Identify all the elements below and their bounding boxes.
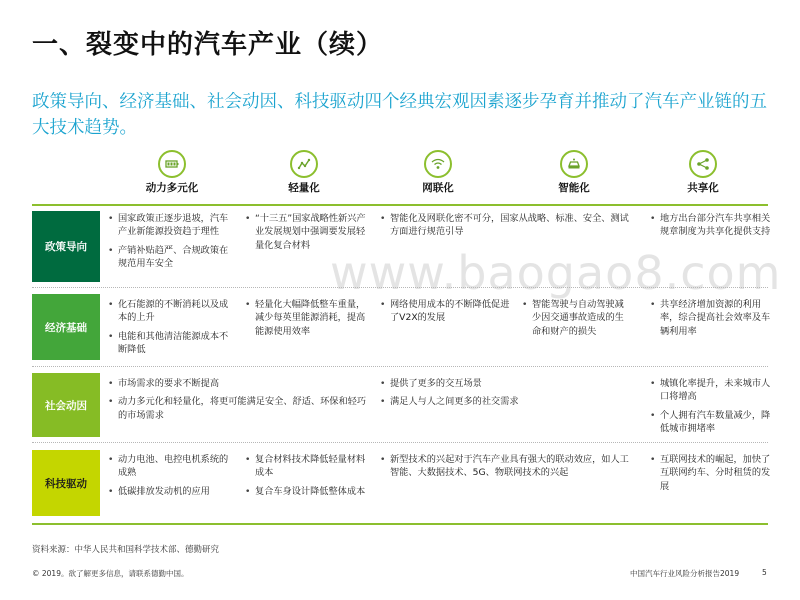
column-header: 动力多元化 — [145, 182, 199, 194]
list-item: • 共享经济增加资源的利用率，综合提高社会效率及车辆利用率 — [650, 298, 772, 338]
row-label-society: 社会动因 — [32, 373, 100, 437]
table-cell — [108, 453, 234, 503]
list-item: • 地方出台部分汽车共享相关规章制度为共享化提供支持 — [650, 212, 772, 239]
table-cell — [108, 298, 234, 361]
list-item: • 市场需求的要求不断提高 — [108, 377, 370, 390]
table-cell — [380, 212, 630, 244]
row-divider — [32, 442, 768, 443]
column-header: 共享化 — [687, 182, 719, 194]
row-label-technology: 科技驱动 — [32, 450, 100, 516]
source-note: 资料来源：中华人民共和国科学技术部、德勤研究 — [32, 545, 220, 555]
list-item: • 轻量化大幅降低整车重量，减少每英里能源消耗，提高能源使用效率 — [245, 298, 373, 338]
table-cell — [380, 298, 510, 330]
list-item: • 互联网技术的崛起，加快了互联网约车、分时租赁的发展 — [650, 453, 772, 493]
table-cell — [380, 377, 630, 414]
table-cell — [108, 377, 370, 427]
share-icon — [689, 150, 717, 178]
table-cell — [245, 298, 373, 343]
list-item: • 智能驾驶与自动驾驶减少因交通事故造成的生命和财产的损失 — [522, 298, 632, 338]
list-item: • 国家政策正逐步退坡，汽车产业新能源投资趋于理性 — [108, 212, 234, 239]
table-cell — [522, 298, 632, 343]
list-item: • 网络使用成本的不断降低促进了V2X的发展 — [380, 298, 510, 325]
list-item: • 低碳排放发动机的应用 — [108, 485, 234, 498]
battery-icon — [158, 150, 186, 178]
list-item: • 智能化及网联化密不可分，国家从战略、标准、安全、测试方面进行规范引导 — [380, 212, 630, 239]
list-item: • 个人拥有汽车数量减少，降低城市拥堵率 — [650, 409, 772, 436]
row-label-economy: 经济基础 — [32, 294, 100, 360]
table-cell — [650, 212, 772, 244]
copyright-footer: © 2019。欲了解更多信息，请联系德勤中国。 — [32, 569, 189, 578]
list-item: • 复合材料技术降低轻量材料成本 — [245, 453, 373, 480]
column-header: 网联化 — [422, 182, 454, 194]
list-item: • 满足人与人之间更多的社交需求 — [380, 395, 630, 408]
list-item: • 化石能源的不断消耗以及成本的上升 — [108, 298, 234, 325]
page-title: 一、裂变中的汽车产业（续） — [32, 30, 384, 60]
table-top-rule — [32, 204, 768, 206]
column-header: 轻量化 — [288, 182, 320, 194]
column-header: 智能化 — [558, 182, 590, 194]
report-title-footer: 中国汽车行业风险分析报告2019 — [630, 569, 740, 578]
page-number: 5 — [762, 568, 767, 577]
table-bottom-rule — [32, 523, 768, 525]
watermark: www.baogao8.com — [330, 246, 782, 300]
list-item: • 动力多元化和轻量化，将更可能满足安全、舒适、环保和轻巧的市场需求 — [108, 395, 370, 422]
list-item: • 城镇化率提升，未来城市人口将增高 — [650, 377, 772, 404]
list-item: • 电能和其他清洁能源成本不断降低 — [108, 330, 234, 357]
smart-car-icon — [560, 150, 588, 178]
table-cell — [380, 453, 638, 485]
table-cell — [108, 212, 234, 275]
wifi-icon — [424, 150, 452, 178]
page-subtitle: 政策导向、经济基础、社会动因、科技驱动四个经典宏观因素逐步孕育并推动了汽车产业链的五大技术趋势。 — [32, 92, 767, 138]
list-item: • “十三五”国家战略性新兴产业发展规划中强调要发展轻量化复合材料 — [245, 212, 373, 252]
table-cell — [245, 453, 373, 503]
list-item: • 产销补贴趋严、合规政策在规范用车安全 — [108, 244, 234, 271]
list-item: • 复合车身设计降低整体成本 — [245, 485, 373, 498]
table-cell — [650, 298, 772, 343]
list-item: • 新型技术的兴起对于汽车产业具有强大的联动效应，如人工智能、大数据技术、5G、物联网技术的兴起 — [380, 453, 638, 480]
lightweight-chart-icon — [290, 150, 318, 178]
table-cell — [245, 212, 373, 257]
table-cell — [650, 377, 772, 440]
row-label-policy: 政策导向 — [32, 211, 100, 282]
list-item: • 动力电池、电控电机系统的成熟 — [108, 453, 234, 480]
list-item: • 提供了更多的交互场景 — [380, 377, 630, 390]
row-divider — [32, 366, 768, 367]
table-cell — [650, 453, 772, 498]
row-divider — [32, 287, 768, 288]
